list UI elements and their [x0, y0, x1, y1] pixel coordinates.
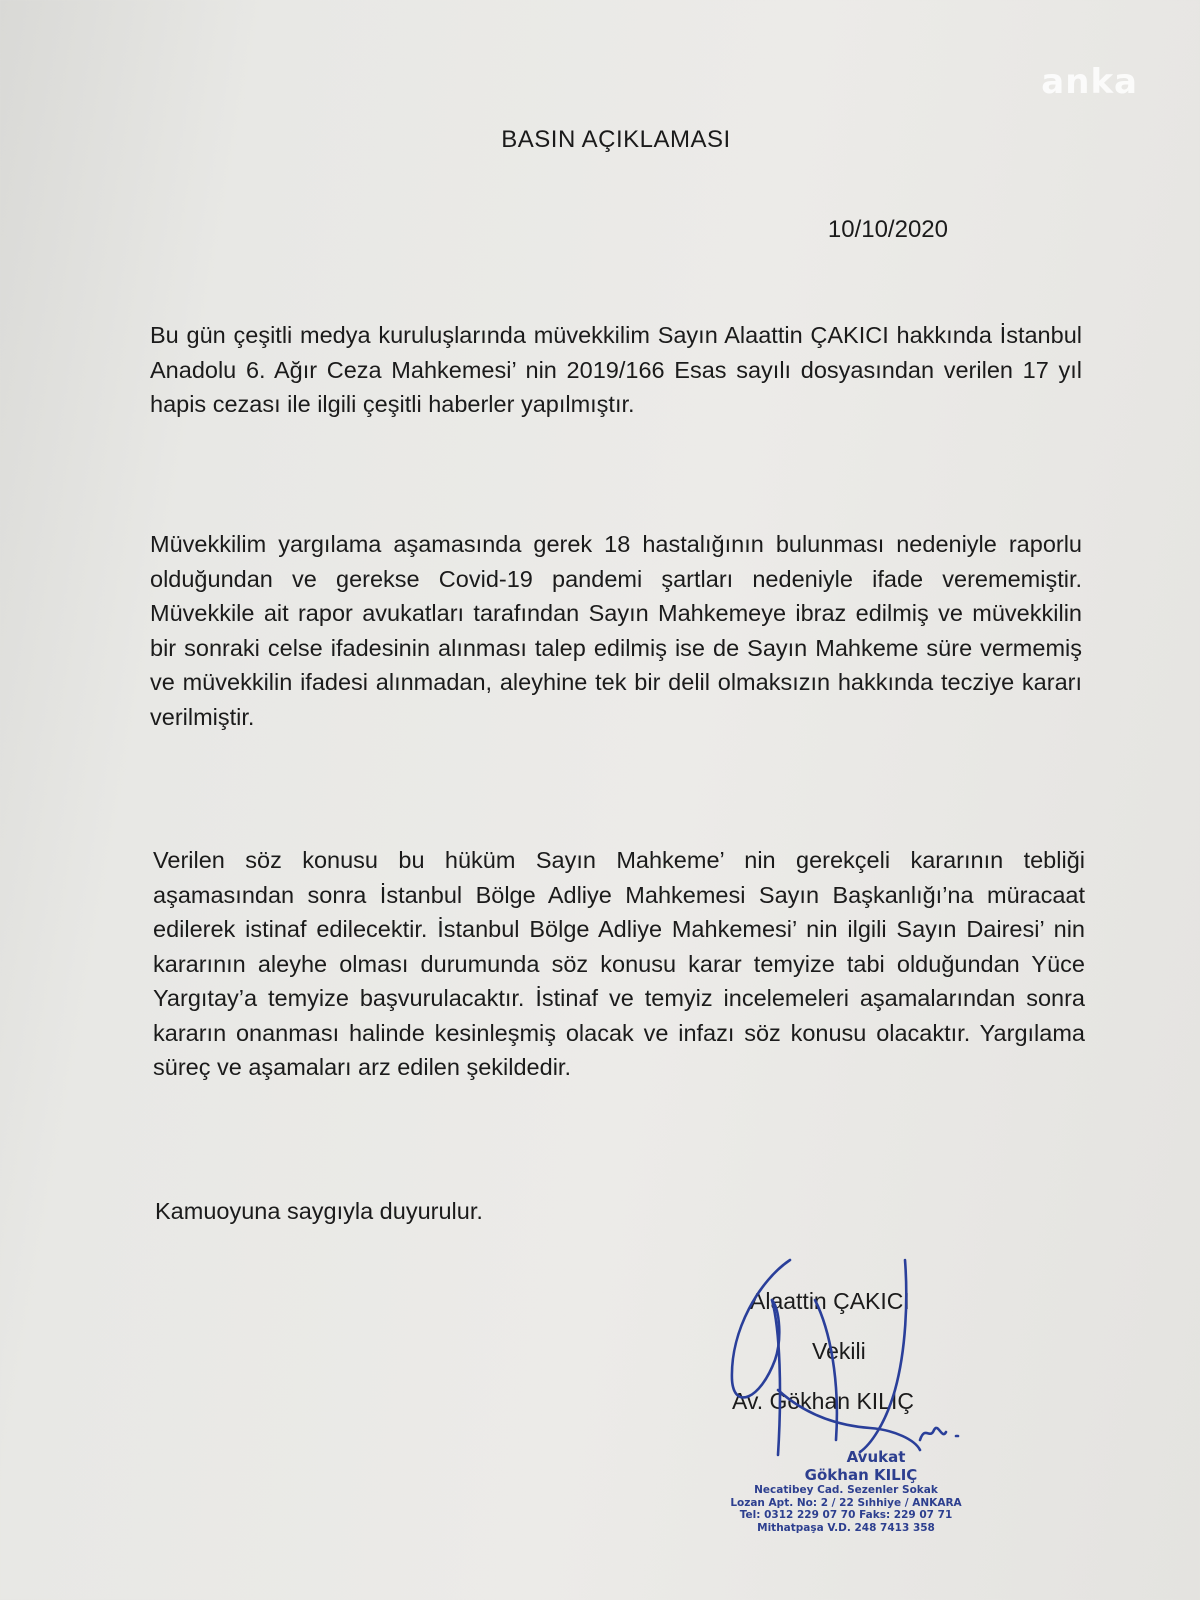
lawyer-name: Av. Gökhan KILIÇ [732, 1388, 914, 1414]
role-label: Vekili [812, 1338, 866, 1364]
stamp-phone: Tel: 0312 229 07 70 Faks: 229 07 71 [739, 1509, 953, 1521]
anka-watermark: anka [1041, 62, 1138, 102]
document-title: BASIN AÇIKLAMASI [501, 126, 731, 153]
stamp-title: Avukat [846, 1448, 906, 1466]
paragraph-1: Bu gün çeşitli medya kuruluşlarında müvekkilim Sayın Alaattin ÇAKICI hakkında İstanbul Anadolu 6. Ağır Ceza Mahkemesi’ nin 2019/166 Esas sayılı dosyasından verilen 17 yıl hapis cezası ile ilgili çeşitli haberler yapılmıştır. [150, 322, 1082, 417]
client-name: Alaattin ÇAKICI [750, 1288, 910, 1314]
lawyer-stamp [706, 1448, 986, 1534]
closing-line: Kamuoyuna saygıyla duyurulur. [155, 1198, 483, 1224]
paragraph-3: Verilen söz konusu bu hüküm Sayın Mahkeme’ nin gerekçeli kararının tebliği aşamasından sonra İstanbul Bölge Adliye Mahkemesi Sayın Başkanlığı’na müracaat edilerek istinaf edilecektir. İstanbul Bölge Adliye Mahkemesi’ nin ilgili Sayın Dairesi’ nin kararının aleyhe olması durumunda söz konusu karar temyize tabi olduğundan Yüce Yargıtay’a temyize başvurulacaktır. İstinaf ve temyiz incelemeleri aşamalarından sonra kararın onanması halinde kesinleşmiş olacak ve infazı söz konusu olacaktır. Yargılama süreç ve aşamaları arz edilen şekildedir. [153, 847, 1085, 1080]
stamp-street: Necatibey Cad. Sezenler Sokak [754, 1484, 938, 1496]
paragraph-2: Müvekkilim yargılama aşamasında gerek 18 hastalığının bulunması nedeniyle raporlu olduğundan ve gerekse Covid-19 pandemi şartları nedeniyle ifade verememiştir. Müvekkile ait rapor avukatları tarafından Sayın Mahkemeye ibraz edilmiş ve müvekkilin bir sonraki celse ifadesinin alınması talep edilmiş ise de Sayın Mahkeme süre vermemiş ve müvekkilin ifadesi alınmadan, aleyhine tek bir delil olmaksızın hakkında tecziye kararı verilmiştir. [150, 531, 1082, 730]
document-date: 10/10/2020 [827, 216, 948, 243]
stamp-name: Gökhan KILIÇ [804, 1466, 918, 1484]
stamp-tax-office: Mithatpaşa V.D. 248 7413 358 [757, 1521, 935, 1534]
stamp-address: Lozan Apt. No: 2 / 22 Sıhhiye / ANKARA [730, 1496, 962, 1509]
